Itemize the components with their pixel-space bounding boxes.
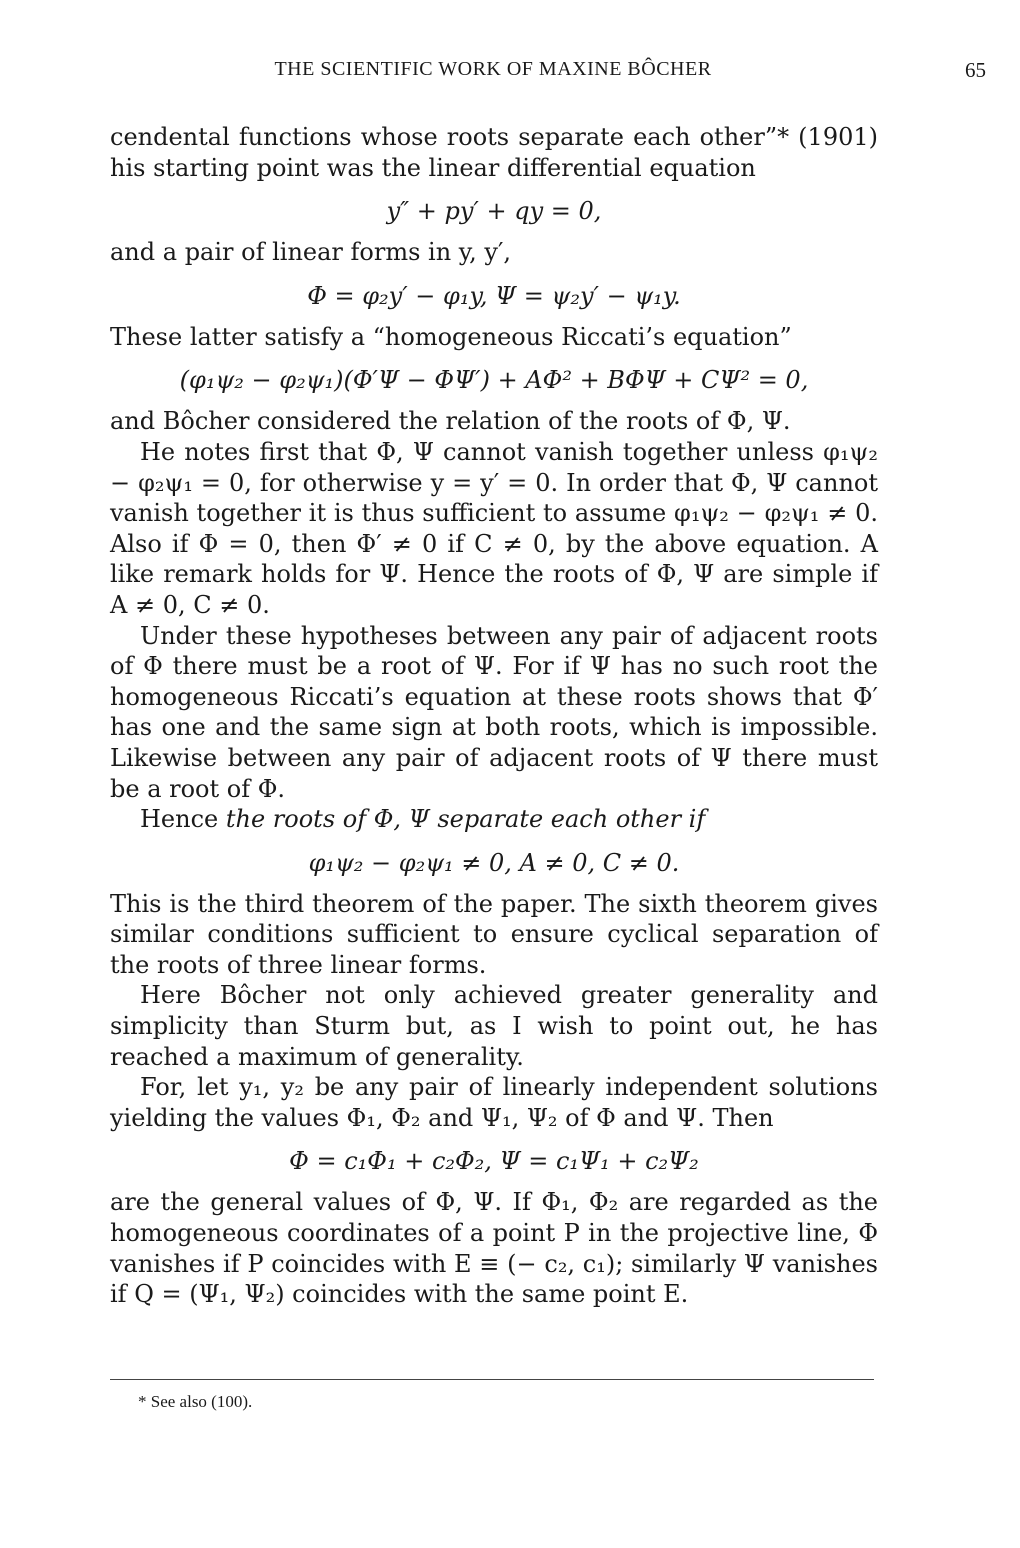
equation-4: φ₁ψ₂ − φ₂ψ₁ ≠ 0, A ≠ 0, C ≠ 0. <box>308 848 680 877</box>
paragraph-2: and a pair of linear forms in y, y′, <box>110 238 512 267</box>
equation-2: Φ = φ₂y′ − φ₁y, Ψ = ψ₂y′ − ψ₁y. <box>307 281 681 310</box>
paragraph-7 <box>110 804 878 835</box>
equation-3: (φ₁ψ₂ − φ₂ψ₁)(Φ′Ψ − ΦΨ′) + AΦ² + BΦΨ + CΨ² = 0, <box>179 366 809 395</box>
paragraph-5: He notes first that Φ, Ψ cannot vanish together unless φ₁ψ₂ − φ₂ψ₁ = 0, for otherwise y = y′ = 0. In order that Φ, Ψ cannot vanish together it is thus sufficient to assume φ₁ψ₂ − φ₂ψ₁ ≠ 0. Also if Φ = 0, then Φ′ ≠ 0 if C ≠ 0, by the above equation. A like remark holds for Ψ. Hence the roots of Φ, Ψ are simple if A ≠ 0, C ≠ 0. <box>110 437 878 619</box>
paragraph-7-lead: Hence <box>140 805 226 834</box>
theorem-statement: the roots of Φ, Ψ separate each other if <box>225 805 706 834</box>
equation-5: Φ = c₁Φ₁ + c₂Φ₂, Ψ = c₁Ψ₁ + c₂Ψ₂ <box>289 1147 699 1176</box>
paragraph-6: Under these hypotheses between any pair of adjacent roots of Φ there must be a root of Ψ. For if Ψ has no such root the homogeneous Riccati’s equation at these roots shows that Φ′ has one and the same sign at both roots, which is impossible. Likewise between any pair of adjacent roots of Ψ there must be a root of Φ. <box>110 621 878 803</box>
paragraph-4: and Bôcher considered the relation of the roots of Φ, Ψ. <box>110 407 791 436</box>
footnote-rule <box>110 1379 874 1380</box>
paragraph-9: Here Bôcher not only achieved greater generality and simplicity than Sturm but, as I wish to point out, he has reached a maximum of generality. <box>110 981 878 1071</box>
paragraph-10: For, let y₁, y₂ be any pair of linearly independent solutions yielding the values Φ₁, Φ₂ and Ψ₁, Ψ₂ of Φ and Ψ. Then <box>110 1073 878 1132</box>
paragraph-3: These latter satisfy a “homogeneous Riccati’s equation” <box>110 322 792 351</box>
equation-1: y″ + py′ + qy = 0, <box>386 197 602 226</box>
paragraph-1: cendental functions whose roots separate each other”* (1901) his starting point was the linear differential equation <box>110 123 878 182</box>
footnote: * See also (100). <box>138 1392 253 1411</box>
page-number: 65 <box>965 58 986 82</box>
paragraph-11: are the general values of Φ, Ψ. If Φ₁, Φ₂ are regarded as the homogeneous coordinates of a point P in the projective line, Φ vanishes if P coincides with E ≡ (− c₂, c₁); similarly Ψ vanishes if Q = (Ψ₁, Ψ₂) coincides with the same point E. <box>110 1188 878 1309</box>
running-title: THE SCIENTIFIC WORK OF MAXINE BÔCHER <box>274 58 712 80</box>
paragraph-8: This is the third theorem of the paper. The sixth theorem gives similar conditions sufficient to ensure cyclical separation of the roots of three linear forms. <box>110 889 878 979</box>
body-text <box>110 122 878 1310</box>
